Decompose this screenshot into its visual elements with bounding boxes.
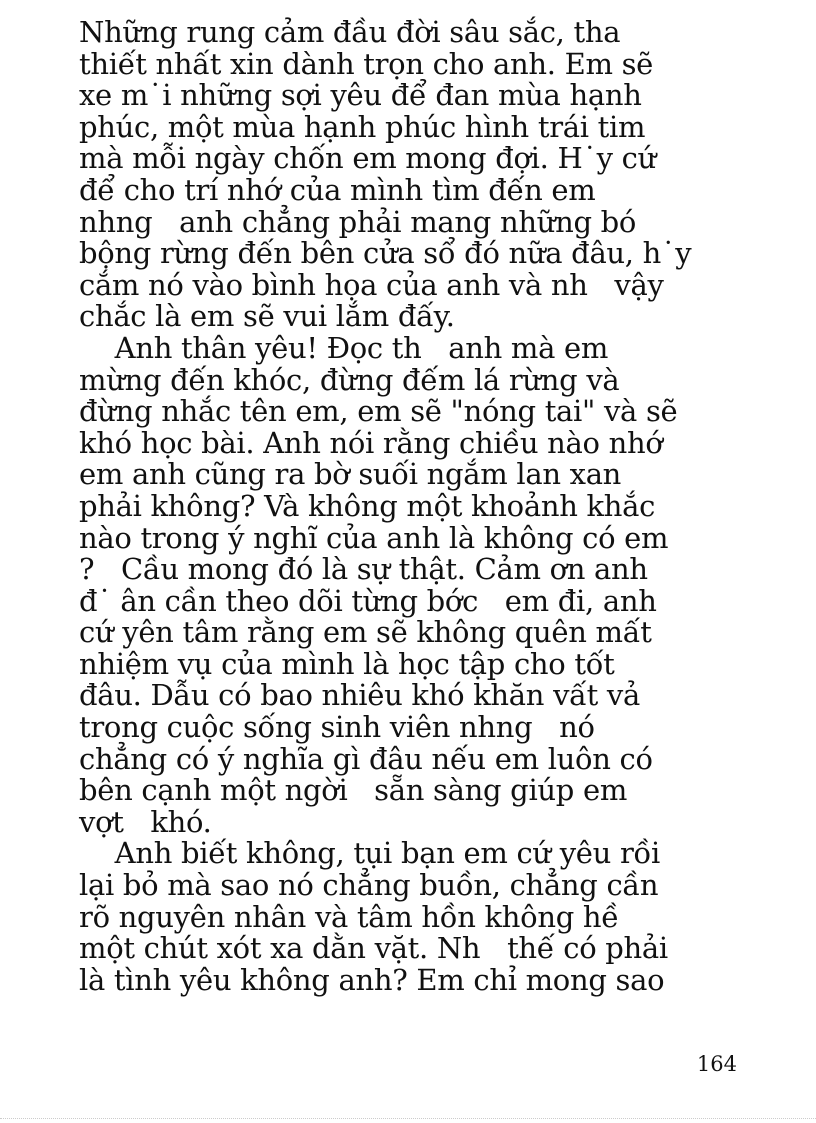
text-line: lại bỏ mà sao nó chẳng buồn, chẳng cần bbox=[79, 868, 659, 903]
text-line: chắc là em sẽ vui lắm đấy. bbox=[79, 299, 455, 334]
text-line: vợt khó. bbox=[79, 804, 212, 839]
text-line: chẳng có ý nghĩa gì đâu nếu em luôn có bbox=[79, 741, 653, 776]
text-line: nhiệm vụ của mình là học tập cho tốt bbox=[79, 646, 615, 681]
text-line: cắm nó vào bình họa của anh và nh vậy bbox=[79, 267, 664, 302]
text-line: là tình yêu không anh? Em chỉ mong sao bbox=[79, 962, 665, 997]
text-line: nhng anh chẳng phải mang những bó bbox=[79, 204, 637, 239]
text-line: phải không? Và không một khoảnh khắc bbox=[79, 488, 656, 523]
text-line: nào trong ý nghĩ của anh là không có em bbox=[79, 520, 669, 555]
text-line: thiết nhất xin dành trọn cho anh. Em sẽ bbox=[79, 46, 654, 81]
text-line: ? Cầu mong đó là sự thật. Cảm ơn anh bbox=[79, 552, 648, 587]
text-line: trong cuộc sống sinh viên nhng nó bbox=[79, 710, 595, 745]
body-text bbox=[79, 17, 759, 996]
text-line: em anh cũng ra bờ suối ngắm lan xan bbox=[79, 457, 622, 492]
page-number: 164 bbox=[696, 1052, 737, 1076]
text-line: mừng đến khóc, đừng đếm lá rừng và bbox=[79, 362, 620, 397]
text-line: khó học bài. Anh nói rằng chiều nào nhớ bbox=[79, 425, 663, 460]
text-line: phúc, một mùa hạnh phúc hình trái tim bbox=[79, 109, 646, 144]
text-line: mà mỗi ngày chốn em mong đợi. H˙y cứ bbox=[79, 141, 656, 176]
text-line: Anh thân yêu! Đọc th anh mà em bbox=[79, 330, 609, 365]
text-line: đừng nhắc tên em, em sẽ "nóng tai" và sẽ bbox=[79, 394, 678, 429]
text-line: cứ yên tâm rằng em sẽ không quên mất bbox=[79, 615, 652, 650]
text-line: Anh biết không, tụi bạn em cứ yêu rồi bbox=[79, 836, 660, 871]
text-line: đ˙ ân cần theo dõi từng bớc em đi, anh bbox=[79, 583, 657, 618]
text-line: đâu. Dẫu có bao nhiêu khó khăn vất vả bbox=[79, 678, 640, 713]
text-line: một chút xót xa dằn vặt. Nh thế có phải bbox=[79, 931, 668, 966]
text-line: bên cạnh một ngời sẵn sàng giúp em bbox=[79, 773, 628, 808]
text-line: Những rung cảm đầu đời sâu sắc, tha bbox=[79, 15, 621, 49]
text-line: bộng rừng đến bên cửa sổ đó nữa đâu, h˙y bbox=[79, 236, 692, 271]
page-bottom-divider bbox=[0, 1118, 816, 1119]
text-line: xe m˙i những sợi yêu để đan mùa hạnh bbox=[79, 78, 642, 113]
text-line: để cho trí nhớ của mình tìm đến em bbox=[79, 172, 596, 207]
text-line: rõ nguyên nhân và tâm hồn không hề bbox=[79, 899, 619, 934]
